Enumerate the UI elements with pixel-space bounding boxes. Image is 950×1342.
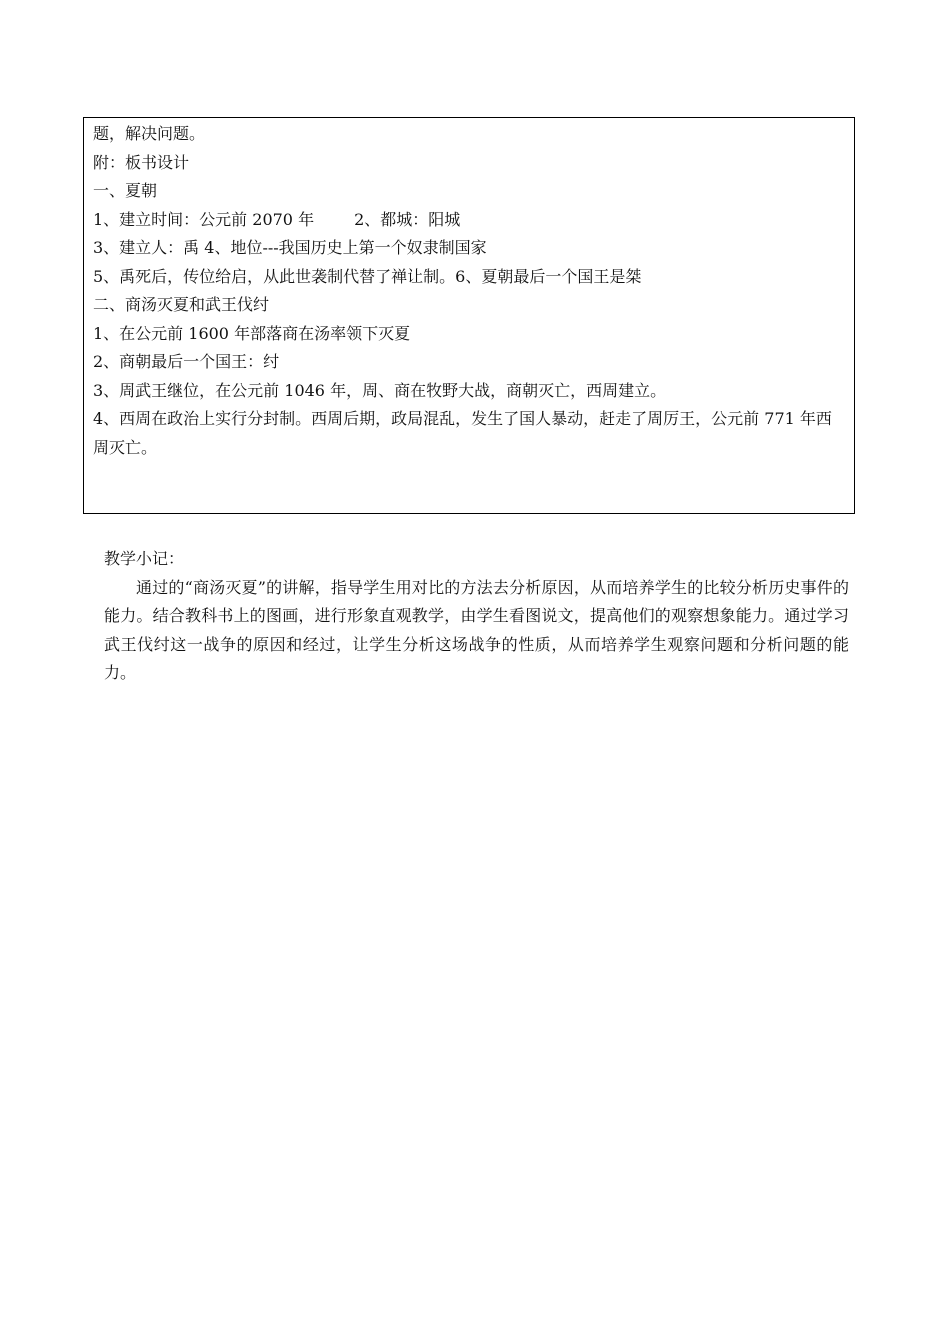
board-line: 1、在公元前 1600 年部落商在汤率领下灭夏 (93, 323, 411, 343)
board-line: 3、周武王继位，在公元前 1046 年，周、商在牧野大战，商朝灭亡，西周建立。 (93, 380, 667, 400)
board-line: 二、商汤灭夏和武王伐纣 (93, 295, 270, 314)
board-line: 3、建立人：禹 4、地位---我国历史上第一个奴隶制国家 (93, 238, 487, 257)
notes-heading: 教学小记： (104, 549, 185, 568)
board-line-part: 1、建立时间：公元前 2070 年 (93, 209, 315, 229)
board-design-box (83, 117, 855, 514)
board-line-part: 2、都城：阳城 (354, 209, 461, 229)
board-line: 附：板书设计 (93, 152, 190, 172)
board-line: 4、西周在政治上实行分封制。西周后期，政局混乱，发生了国人暴动，赶走了周厉王，公元前 771 年西周灭亡。 (93, 409, 832, 457)
board-line: 一、夏朝 (93, 181, 158, 200)
board-design-content (93, 120, 846, 462)
teaching-notes (104, 545, 849, 688)
notes-body: 通过的“商汤灭夏”的讲解，指导学生用对比的方法去分析原因，从而培养学生的比较分析历史事件的能力。结合教科书上的图画，进行形象直观教学，由学生看图说文，提高他们的观察想象能力。通过学习武王伐纣这一战争的原因和经过，让学生分析这场战争的性质，从而培养学生观察问题和分析问题的能力。 (104, 577, 849, 682)
board-line: 2、商朝最后一个国王：纣 (93, 352, 280, 371)
board-line: 题，解决问题。 (93, 124, 206, 143)
board-line (93, 206, 846, 235)
board-line: 5、禹死后，传位给启，从此世袭制代替了禅让制。6、夏朝最后一个国王是桀 (93, 266, 642, 286)
